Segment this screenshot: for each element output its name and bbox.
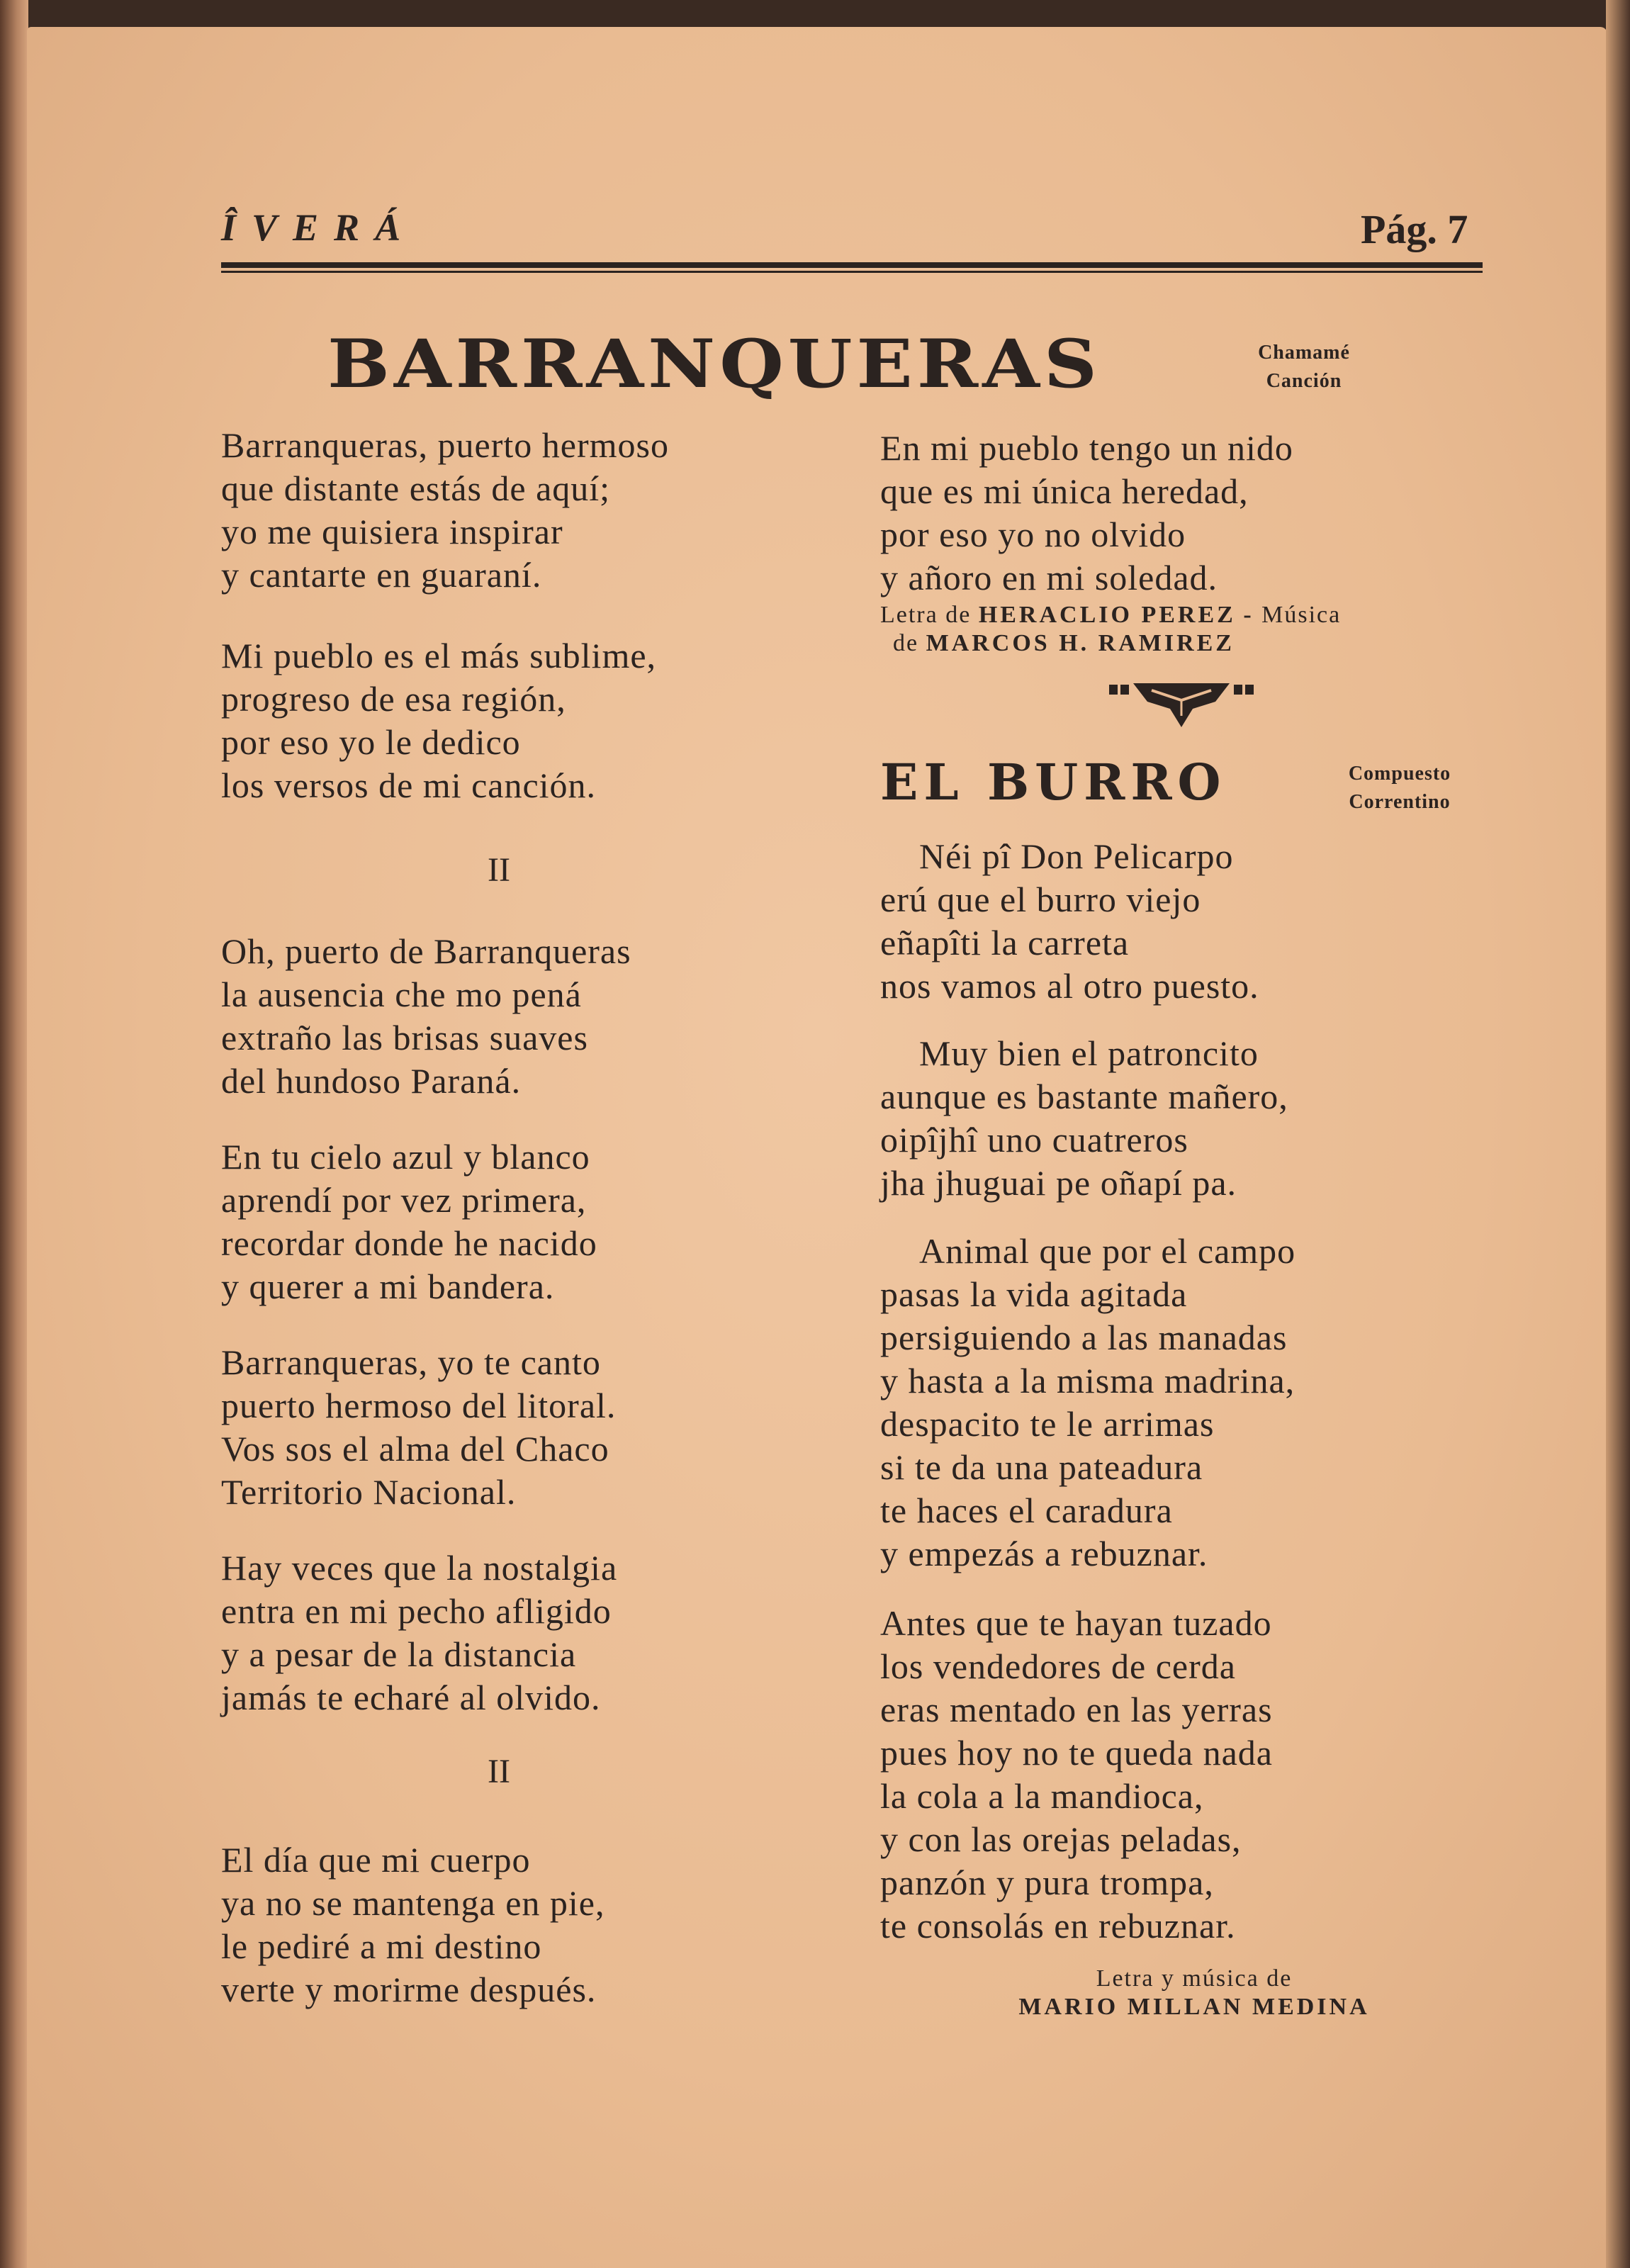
- credit-text: de: [893, 630, 919, 656]
- verse-line: te consolás en rebuznar.: [880, 1906, 1236, 1946]
- page-number: Pág. 7: [1361, 206, 1468, 252]
- verse-line: la ausencia che mo pená: [221, 975, 582, 1014]
- verse-line: progreso de esa región,: [221, 679, 566, 719]
- stanza: [880, 1230, 1295, 1576]
- header-rule-thin: [221, 271, 1483, 273]
- verse-line: que distante estás de aquí;: [221, 468, 611, 508]
- verse-line: Antes que te hayan tuzado: [880, 1603, 1272, 1643]
- stanza: [880, 1032, 1288, 1205]
- verse-line: En mi pueblo tengo un nido: [880, 428, 1293, 468]
- verse-line: panzón y pura trompa,: [880, 1863, 1214, 1902]
- verse-line: persiguiendo a las manadas: [880, 1318, 1288, 1357]
- genre-line: Chamamé: [1258, 342, 1350, 364]
- verse-line: Animal que por el campo: [919, 1231, 1296, 1271]
- credit-separator: -: [1243, 602, 1254, 628]
- verse-line: Muy bien el patroncito: [919, 1033, 1259, 1073]
- verse-line: extraño las brisas suaves: [221, 1018, 588, 1057]
- verse-line: verte y morirme después.: [221, 1970, 597, 2009]
- verse-line: Vos sos el alma del Chaco: [221, 1429, 609, 1469]
- composer-name: MARCOS H. RAMIREZ: [926, 630, 1235, 656]
- verse-line: aunque es bastante mañero,: [880, 1077, 1288, 1116]
- verse-line: entra en mi pecho afligido: [221, 1591, 612, 1631]
- verse-line: pasas la vida agitada: [880, 1274, 1188, 1314]
- verse-line: puerto hermoso del litoral.: [221, 1386, 617, 1425]
- verse-line: eñapîti la carreta: [880, 923, 1130, 962]
- song-title-el-burro: EL BURRO: [880, 753, 1227, 812]
- verse-line: por eso yo le dedico: [221, 722, 521, 762]
- verse-line: y empezás a rebuznar.: [880, 1534, 1208, 1573]
- verse-line: Barranqueras, yo te canto: [221, 1342, 601, 1382]
- stanza: [221, 424, 669, 597]
- verse-line: te haces el caradura: [880, 1491, 1173, 1530]
- verse-line: erú que el burro viejo: [880, 880, 1201, 919]
- stanza: [880, 835, 1259, 1008]
- verse-line: despacito te le arrimas: [880, 1404, 1215, 1444]
- author-name: MARIO MILLAN MEDINA: [1018, 1994, 1370, 2020]
- verse-line: y añoro en mi soledad.: [880, 558, 1218, 597]
- lyricist-name: HERACLIO PEREZ: [978, 602, 1236, 628]
- song-genre: [1318, 760, 1481, 816]
- verse-line: jamás te echaré al olvido.: [221, 1678, 601, 1717]
- credit-text: Música: [1261, 602, 1342, 628]
- verse-line: El día que mi cuerpo: [221, 1840, 531, 1880]
- genre-line: Canción: [1266, 370, 1342, 392]
- verse-line: aprendí por vez primera,: [221, 1180, 587, 1220]
- verse-line: y cantarte en guaraní.: [221, 555, 542, 595]
- genre-line: Correntino: [1349, 791, 1451, 813]
- genre-line: Compuesto: [1348, 763, 1451, 785]
- verse-line: los vendedores de cerda: [880, 1646, 1236, 1686]
- verse-line: oipîjhî uno cuatreros: [880, 1120, 1188, 1160]
- verse-line: del hundoso Paraná.: [221, 1061, 522, 1101]
- ornament-icon: [1109, 680, 1265, 730]
- verse-line: los versos de mi canción.: [221, 765, 597, 805]
- verse-line: y con las orejas peladas,: [880, 1819, 1242, 1859]
- song-genre: [1233, 339, 1375, 395]
- verse-line: yo me quisiera inspirar: [221, 512, 563, 551]
- page-right-edge: [1606, 0, 1630, 2268]
- section-mark: II: [488, 851, 510, 889]
- header-rule: [221, 262, 1483, 268]
- stanza: [880, 427, 1293, 600]
- magazine-name: ÎVERÁ: [221, 206, 417, 249]
- song-credit: [982, 1965, 1407, 2021]
- song-title-barranqueras: BARRANQUERAS: [327, 325, 1101, 403]
- stanza: [880, 1602, 1273, 1948]
- verse-line: que es mi única heredad,: [880, 471, 1249, 511]
- verse-line: y hasta a la misma madrina,: [880, 1361, 1295, 1400]
- verse-line: Hay veces que la nostalgia: [221, 1548, 618, 1588]
- verse-line: si te da una pateadura: [880, 1447, 1203, 1487]
- verse-line: y querer a mi bandera.: [221, 1267, 555, 1306]
- verse-line: Barranqueras, puerto hermoso: [221, 425, 669, 465]
- stanza: [221, 1546, 617, 1719]
- stanza: [221, 930, 631, 1103]
- verse-line: Oh, puerto de Barranqueras: [221, 931, 631, 971]
- verse-line: ya no se mantenga en pie,: [221, 1883, 605, 1923]
- verse-line: la cola a la mandioca,: [880, 1776, 1204, 1816]
- verse-line: Territorio Nacional.: [221, 1472, 517, 1512]
- verse-line: Néi pî Don Pelicarpo: [919, 836, 1234, 876]
- verse-line: recordar donde he nacido: [221, 1223, 597, 1263]
- stanza: [221, 634, 656, 807]
- stanza: [221, 1838, 605, 2011]
- verse-line: eras mentado en las yerras: [880, 1690, 1273, 1729]
- stanza: [221, 1341, 616, 1514]
- page-binding-edge: [0, 0, 28, 2268]
- credit-text: Letra y música de: [1096, 1965, 1293, 1992]
- verse-line: nos vamos al otro puesto.: [880, 966, 1259, 1006]
- song-credit: [880, 601, 1341, 658]
- verse-line: y a pesar de la distancia: [221, 1634, 577, 1674]
- verse-line: por eso yo no olvido: [880, 515, 1186, 554]
- verse-line: jha jhuguai pe oñapí pa.: [880, 1163, 1237, 1203]
- section-mark: II: [488, 1753, 510, 1790]
- verse-line: pues hoy no te queda nada: [880, 1733, 1274, 1773]
- verse-line: En tu cielo azul y blanco: [221, 1137, 590, 1177]
- credit-text: Letra de: [880, 602, 972, 628]
- verse-line: le pediré a mi destino: [221, 1926, 542, 1966]
- stanza: [221, 1135, 597, 1308]
- verse-line: Mi pueblo es el más sublime,: [221, 636, 657, 675]
